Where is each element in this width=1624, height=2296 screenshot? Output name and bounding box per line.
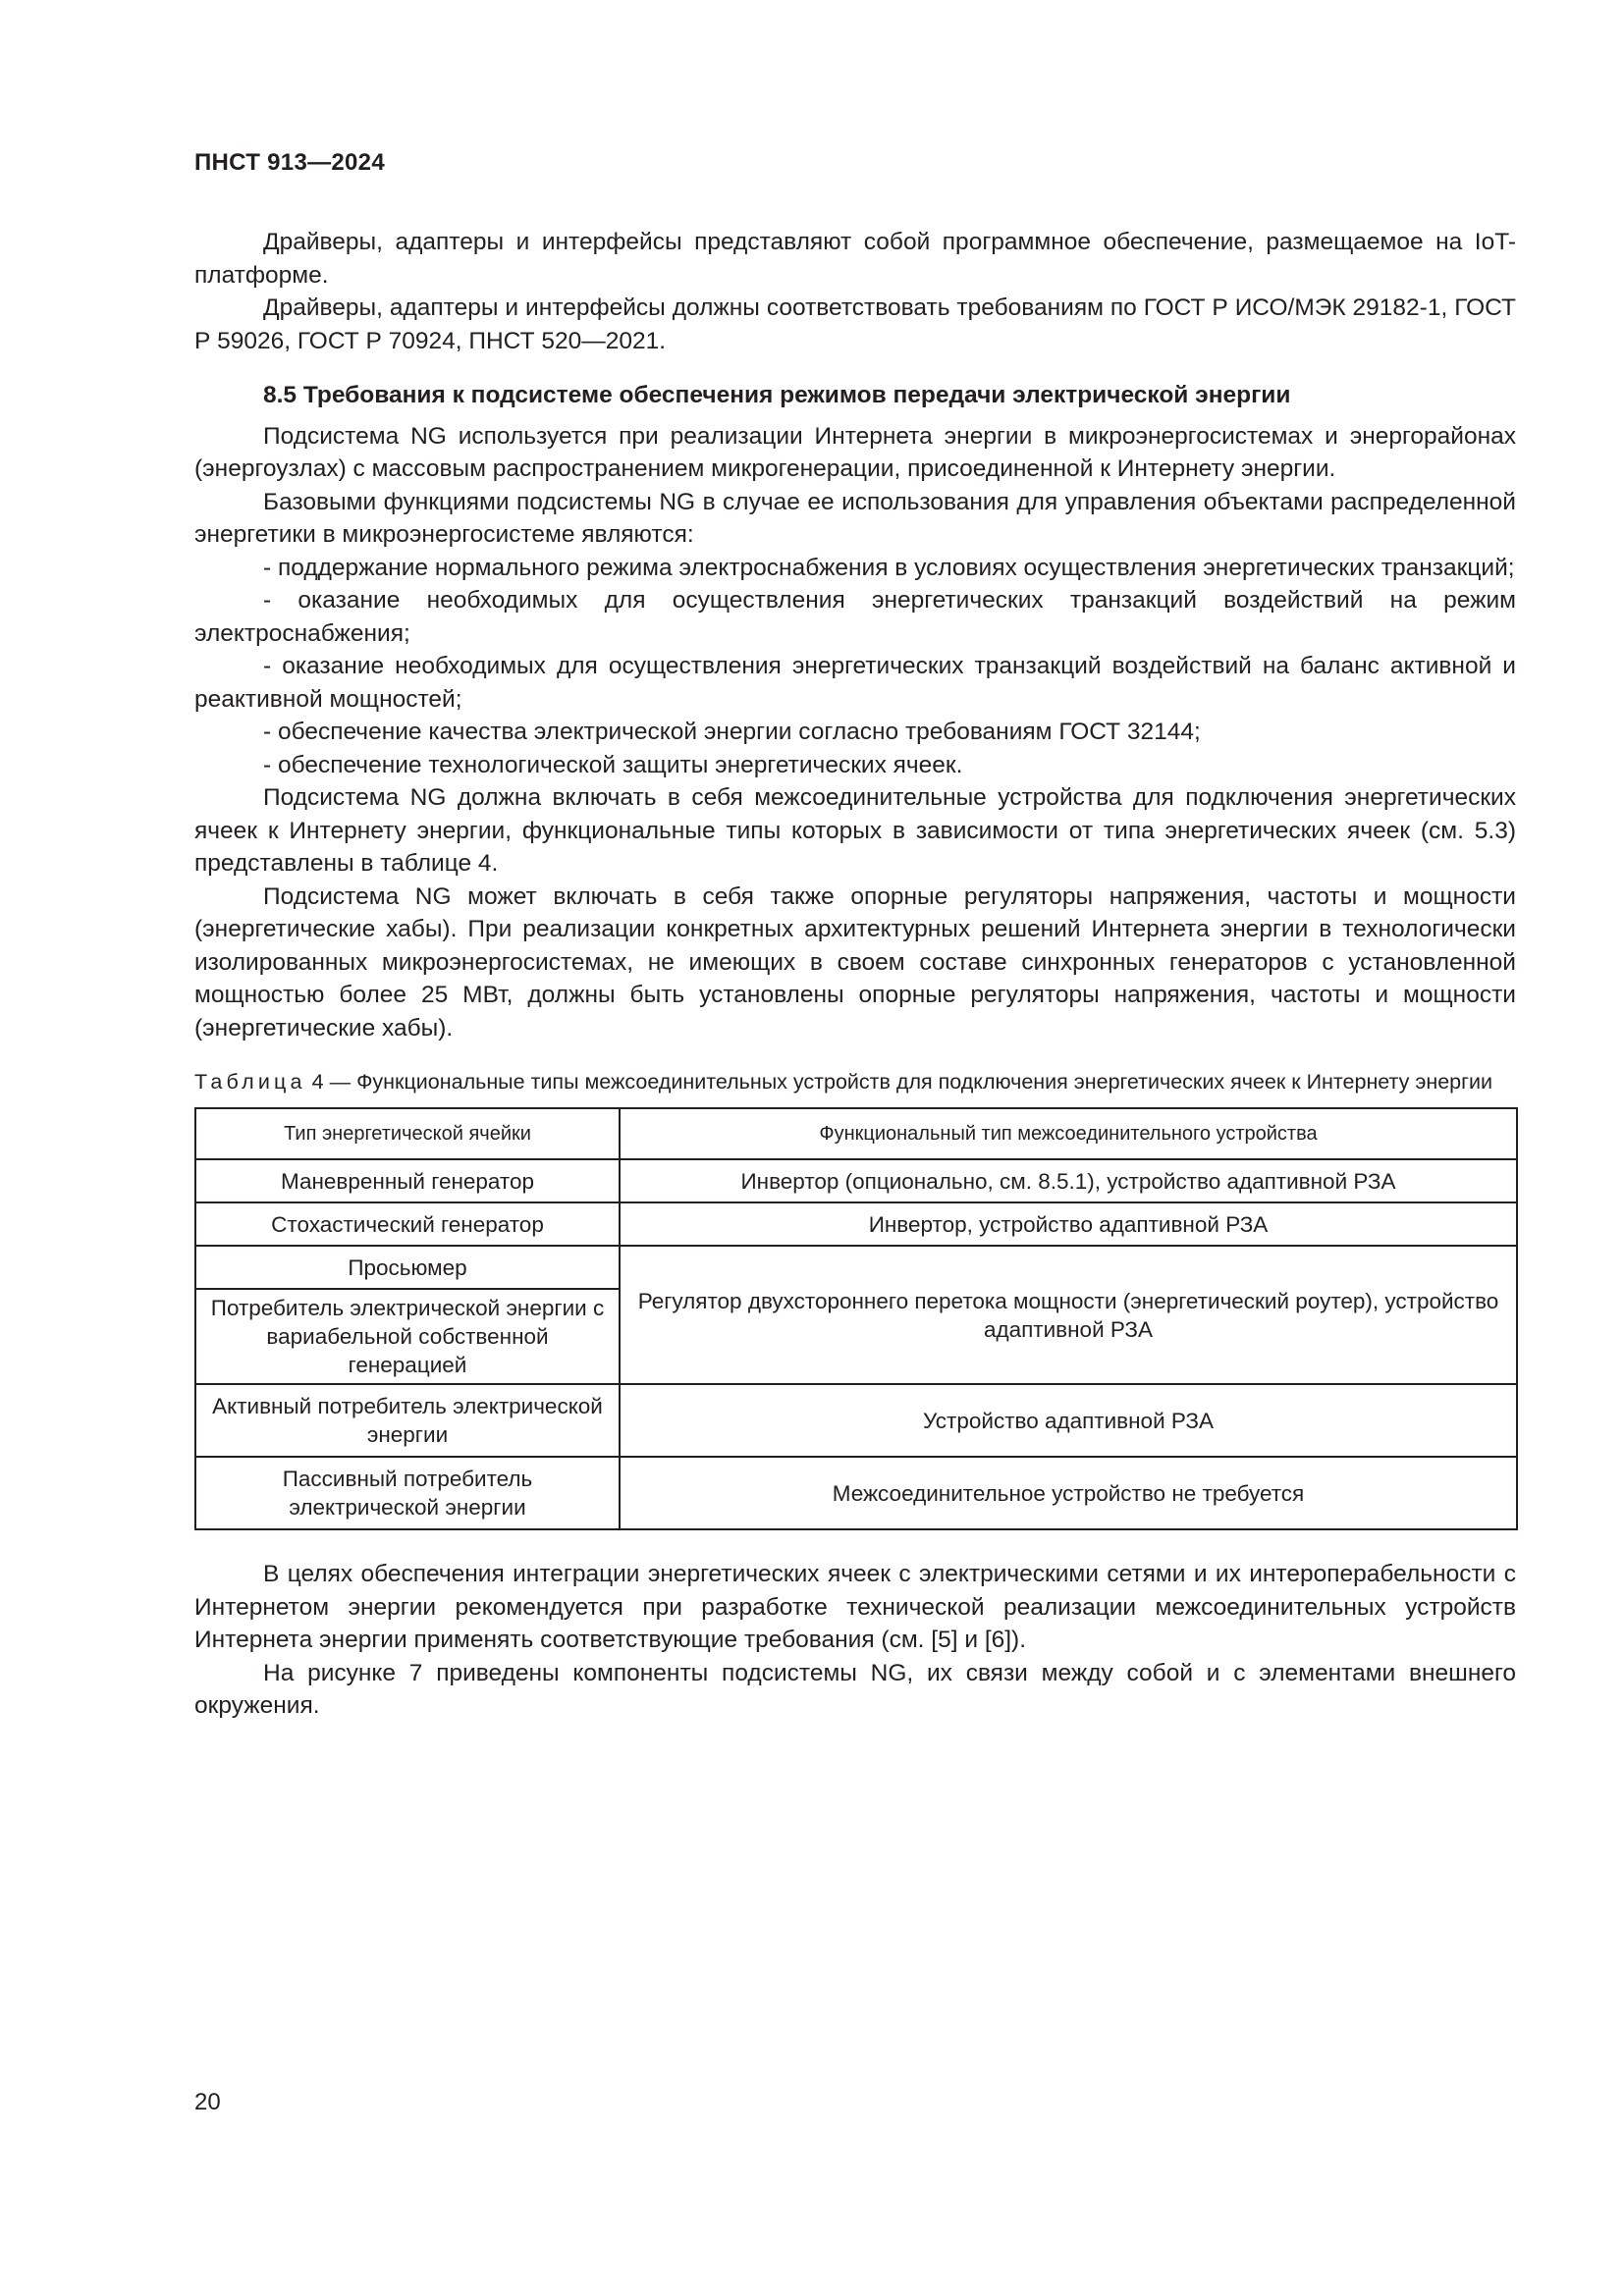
list-item: - оказание необходимых для осуществления энергетических транзакций воздействий на режим электроснабжения; <box>194 587 1516 647</box>
header-cell-device-type: Функциональный тип межсоединительного устройства <box>620 1108 1517 1159</box>
cell-type: Маневренный генератор <box>195 1159 620 1202</box>
device-type-merged: Регулятор двухстороннего перетока мощности (энергетический роутер), устройство адаптивной РЗА <box>620 1246 1517 1384</box>
list-item: - оказание необходимых для осуществления энергетических транзакций воздействий на баланс активной и реактивной мощностей; <box>194 653 1516 713</box>
cell-type: Потребитель электрической энергии с вариабельной собственной генерацией <box>195 1289 620 1384</box>
paragraph: Базовыми функциями подсистемы NG в случае ее использования для управления объектами распределенной энергетики в микроэнергосистеме являются: <box>194 488 1516 548</box>
paragraph: Драйверы, адаптеры и интерфейсы представляют собой программное обеспечение, размещаемое на IoT-платформе. <box>194 229 1516 289</box>
table-row <box>195 1159 1517 1202</box>
list-item: - обеспечение качества электрической энергии согласно требованиям ГОСТ 32144; <box>263 719 1201 745</box>
device-type: Инвертор (опционально, см. 8.5.1), устройство адаптивной РЗА <box>620 1159 1517 1202</box>
paragraph: Драйверы, адаптеры и интерфейсы должны соответствовать требованиям по ГОСТ Р ИСО/МЭК 29182-1, ГОСТ Р 59026, ГОСТ Р 70924, ПНСТ 520—2021. <box>194 294 1516 354</box>
cell-type: Просьюмер <box>195 1246 620 1289</box>
table-row <box>195 1202 1517 1246</box>
document-body <box>194 226 1516 1723</box>
section-heading: 8.5 Требования к подсистеме обеспечения режимов передачи электрической энергии <box>263 382 1291 408</box>
device-type: Межсоединительное устройство не требуется <box>620 1457 1517 1529</box>
page-number: 20 <box>194 2089 221 2115</box>
list-item: - обеспечение технологической защиты энергетических ячеек. <box>263 751 963 778</box>
table-header-row <box>195 1108 1517 1159</box>
table-row <box>195 1457 1517 1529</box>
table-row <box>195 1246 1517 1289</box>
cell-type: Пассивный потребитель электрической энергии <box>195 1457 620 1529</box>
list-item: - поддержание нормального режима электроснабжения в условиях осуществления энергетических транзакций; <box>263 554 1515 581</box>
paragraph: Подсистема NG используется при реализации Интернета энергии в микроэнергосистемах и энергорайонах (энергоузлах) с массовым распространением микрогенерации, присоединенной к Интернету энергии. <box>194 422 1516 482</box>
table-caption <box>194 1068 1516 1095</box>
paragraph: На рисунке 7 приведены компоненты подсистемы NG, их связи между собой и с элементами внешнего окружения. <box>194 1659 1516 1719</box>
table-row <box>195 1384 1517 1457</box>
paragraph: Подсистема NG должна включать в себя межсоединительные устройства для подключения энергетических ячеек к Интернету энергии, функциональные типы которых в зависимости от типа энергетических ячеек (см. 5.3) представлены в таблице 4. <box>194 784 1516 877</box>
device-type: Инвертор, устройство адаптивной РЗА <box>620 1202 1517 1246</box>
paragraph: В целях обеспечения интеграции энергетических ячеек с электрическими сетями и их интероперабельности с Интернетом энергии рекомендуется при разработке технической реализации межсоединительных устройств Интернета энергии применять соответствующие требования (см. [5] и [6]). <box>194 1561 1516 1653</box>
table-caption-label: Таблица <box>194 1070 306 1094</box>
device-types-table <box>194 1107 1518 1530</box>
cell-type: Активный потребитель электрической энергии <box>195 1384 620 1457</box>
device-type: Устройство адаптивной РЗА <box>620 1384 1517 1457</box>
cell-type: Стохастический генератор <box>195 1202 620 1246</box>
paragraph: Подсистема NG может включать в себя также опорные регуляторы напряжения, частоты и мощности (энергетические хабы). При реализации конкретных архитектурных решений Интернета энергии в технологически изолированных микроэнергосистемах, не имеющих в своем составе синхронных генераторов с установленной мощностью более 25 МВт, должны быть установлены опорные регуляторы напряжения, частоты и мощности (энергетические хабы). <box>194 882 1516 1041</box>
header-cell-cell-type: Тип энергетической ячейки <box>195 1108 620 1159</box>
table-caption-text: 4 — Функциональные типы межсоединительных устройств для подключения энергетических ячеек к Интернету энергии <box>305 1070 1492 1094</box>
document-code: ПНСТ 913—2024 <box>194 149 385 176</box>
